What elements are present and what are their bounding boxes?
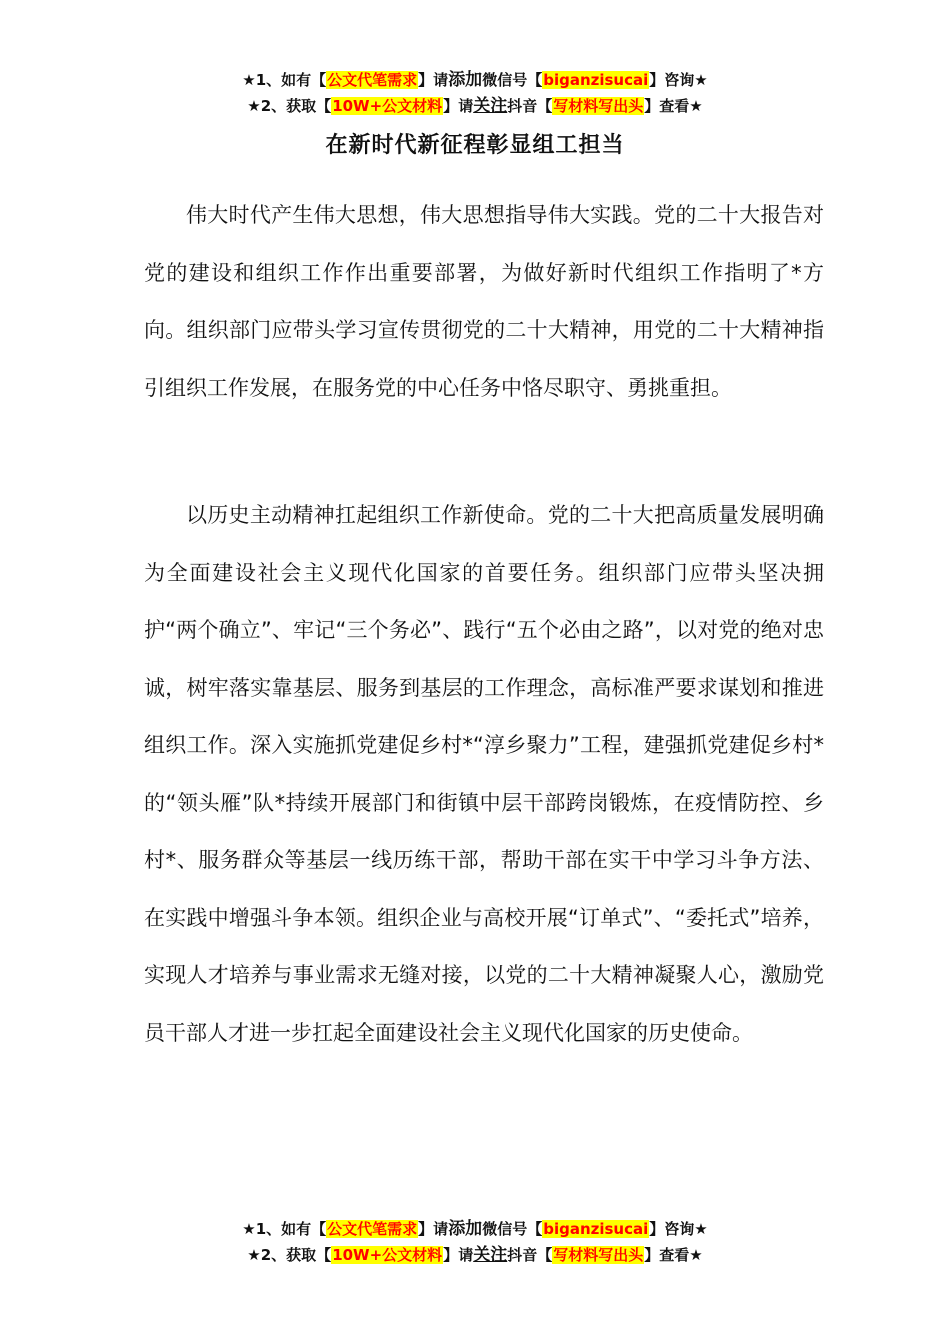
banner-line-1: [0, 1216, 950, 1242]
highlight-wechat-id: biganzisucai: [543, 1220, 649, 1238]
highlight-materials: 10W+公文材料: [332, 97, 443, 115]
banner-text: 】咨询★: [649, 71, 708, 89]
banner-line-2: [0, 93, 950, 119]
emphasis-text: 关注: [473, 1245, 508, 1265]
paragraph-1: [144, 187, 824, 417]
banner-text: ★1、如有【: [242, 71, 327, 89]
emphasis-text: 添加: [448, 1219, 483, 1239]
banner-text: 微信号【: [482, 1220, 543, 1238]
banner-text: 抖音【: [507, 1246, 553, 1264]
highlight-wechat-id: biganzisucai: [543, 71, 649, 89]
banner-text: 】查看★: [644, 97, 703, 115]
paragraph-text: 伟大时代产生伟大思想，伟大思想指导伟大实践。党的二十大报告对党的建设和组织工作作出重要部署，为做好新时代组织工作指明了*方向。组织部门应带头学习宣传贯彻党的二十大精神，用党的二十大精神指引组织工作发展，在服务党的中心任务中恪尽职守、勇挑重担。: [144, 203, 824, 400]
banner-text: 】请: [443, 1246, 474, 1264]
banner-text: 】请: [443, 97, 474, 115]
highlight-account: 写材料写出头: [553, 97, 644, 115]
banner-text: 】请: [418, 71, 449, 89]
banner-text: 】咨询★: [649, 1220, 708, 1238]
banner-text: ★2、获取【: [247, 97, 332, 115]
banner-text: 抖音【: [507, 97, 553, 115]
banner-text: ★2、获取【: [247, 1246, 332, 1264]
banner-line-2: [0, 1242, 950, 1268]
paragraph-2: [144, 487, 824, 1062]
highlight-account: 写材料写出头: [553, 1246, 644, 1264]
highlight-materials: 10W+公文材料: [332, 1246, 443, 1264]
paragraph-text: 以历史主动精神扛起组织工作新使命。党的二十大把高质量发展明确为全面建设社会主义现代化国家的首要任务。组织部门应带头坚决拥护“两个确立”、牢记“三个务必”、践行“五个必由之路”，以对党的绝对忠诚，树牢落实靠基层、服务到基层的工作理念，高标准严要求谋划和推进组织工作。深入实施抓党建促乡村*“淳乡聚力”工程，建强抓党建促乡村*的“领头雁”队*持续开展部门和街镇中层干部跨岗锻炼，在疫情防控、乡村*、服务群众等基层一线历练干部，帮助干部在实干中学习斗争方法、在实践中增强斗争本领。组织企业与高校开展“订单式”、“委托式”培养，实现人才培养与事业需求无缝对接，以党的二十大精神凝聚人心，激励党员干部人才进一步扛起全面建设社会主义现代化国家的历史使命。: [144, 503, 824, 1045]
banner-text: 】请: [418, 1220, 449, 1238]
page-title: 在新时代新征程彰显组工担当: [325, 133, 625, 158]
highlight-service: 公文代笔需求: [327, 71, 418, 89]
emphasis-text: 添加: [448, 70, 483, 90]
highlight-service: 公文代笔需求: [327, 1220, 418, 1238]
footer-banner: [0, 1216, 950, 1268]
banner-text: ★1、如有【: [242, 1220, 327, 1238]
emphasis-text: 关注: [473, 96, 508, 116]
header-banner: [0, 67, 950, 119]
banner-text: 微信号【: [482, 71, 543, 89]
banner-line-1: [0, 67, 950, 93]
banner-text: 】查看★: [644, 1246, 703, 1264]
